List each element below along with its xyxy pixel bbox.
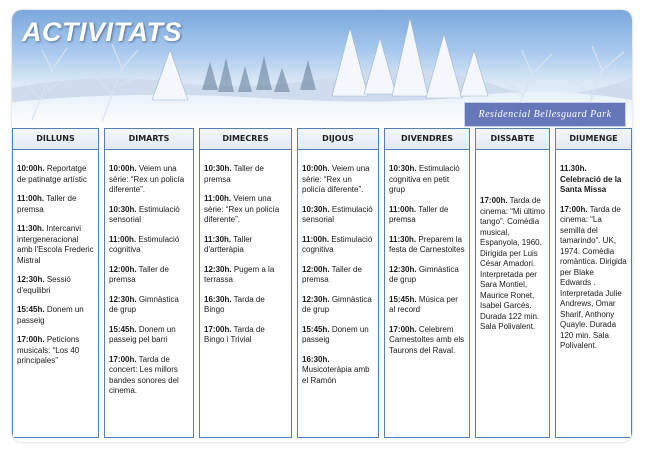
activity-text: Peticions musicals: “Los 40 principales” — [17, 335, 80, 365]
day-column-dimecres — [199, 128, 292, 438]
activity-time: 11:00h. — [302, 234, 330, 244]
activity-entry — [109, 355, 189, 397]
activity-entry — [17, 305, 94, 326]
activity-time: 16:30h. — [302, 354, 330, 364]
activity-time: 15:45h. — [302, 324, 330, 334]
activity-entry — [17, 275, 94, 296]
activity-time: 10:30h. — [109, 204, 137, 214]
winter-banner — [12, 10, 632, 128]
activity-text: Veiem una sèrie: “Rex un policía diferente”. — [109, 164, 185, 194]
activity-text: Gimnàstica de grup — [109, 294, 179, 314]
activity-entry — [480, 196, 545, 333]
activity-entry — [204, 265, 287, 286]
activity-text: Tarda de cinema: “La semilla del tamarindo”. UK, 1974. Comèdia romàntica. Dirigida per Blake Edwards . Interpretada Julie Andrews, Omar Sharif, Anthony Quayle. Durada 120 min. Sala Polivalent. — [560, 204, 627, 350]
activity-entry — [109, 295, 189, 316]
activity-text: Celebració de la Santa Missa — [560, 174, 622, 194]
day-header: DIMARTS — [105, 129, 193, 150]
activity-entry — [302, 205, 374, 226]
activity-time: 17:00h. — [480, 196, 508, 205]
day-header: DISSABTE — [476, 129, 549, 150]
activity-time: 10:30h. — [389, 164, 417, 173]
activity-text: Taller de premsa — [109, 264, 169, 284]
activity-text: Gimnàstica de grup — [302, 294, 372, 314]
activity-text: Veiem una sèrie: “Rex un policía diferente”. — [302, 164, 370, 194]
activity-time: 17:00h. — [389, 324, 417, 334]
day-column-diumenge — [555, 128, 632, 438]
activity-entry — [17, 194, 94, 215]
activity-text: Veiem una sèrie: “Rex un policía diferente”. — [204, 194, 280, 224]
activity-text: Tarda de cinema: “Mi último tango”. Comèdia musical, Espanyola, 1960. Dirigida per Luis César Amadori. Interpretada per Sara Montiel, Maurice Ronet, Isabel Garcés. Durada 122 min. Sala Polivalent. — [480, 196, 545, 331]
activity-text: Taller de premsa — [389, 204, 449, 224]
page-title: ACTIVITATS — [22, 17, 182, 47]
day-column-dilluns — [12, 128, 99, 438]
activity-time: 12:00h. — [302, 264, 330, 274]
activity-entry — [109, 205, 189, 226]
activity-text: Preparem la festa de Carnestoltes — [389, 234, 465, 254]
activity-text: Reportatge de patinatge artístic — [17, 164, 87, 184]
day-column-dimarts — [104, 128, 194, 438]
activity-time: 11:00h. — [389, 204, 417, 214]
activity-time: 17:00h. — [109, 354, 137, 364]
activity-text: Taller de premsa — [302, 264, 362, 284]
activity-entry — [204, 325, 287, 346]
activity-entry — [302, 164, 374, 196]
activity-text: Donem un passeig — [302, 324, 369, 344]
activity-entry — [389, 235, 465, 256]
activity-time: 10:00h. — [302, 164, 330, 173]
activity-text: Tarda de Bingo — [204, 294, 265, 314]
activity-text: Musicoteràpia amb el Ramón — [302, 365, 370, 385]
activity-text: Celebrem Carnestoltes amb els Taurons del Raval. — [389, 324, 465, 355]
activity-text: Estimulació cognitiva — [302, 234, 373, 254]
activity-entry — [302, 265, 374, 286]
activity-text: Donem un passeig — [17, 305, 84, 325]
day-column-divendres — [384, 128, 470, 438]
activity-text: Estimulació cognitiva en petit grup — [389, 164, 460, 194]
activity-entry — [109, 164, 189, 196]
activity-entry — [17, 164, 94, 185]
activity-time: 12:30h. — [389, 264, 417, 274]
activity-entry — [109, 325, 189, 346]
activity-time: 10:30h. — [204, 164, 232, 173]
activity-text: Sessió d'equilibri — [17, 275, 71, 295]
activity-text: Tarda de Bingo i Trivial — [204, 324, 265, 344]
activity-time: 11:30h. — [17, 224, 45, 233]
activity-time: 10:30h. — [302, 204, 330, 214]
activity-entry — [389, 265, 465, 286]
activity-text: Estimulació sensorial — [302, 204, 373, 224]
activity-entry — [302, 325, 374, 346]
activity-text: Intercanvi intergeneracional amb l'Escola Frederic Mistral — [17, 224, 94, 265]
activity-text: Donem un passeig pel barri — [109, 324, 176, 344]
activity-text: Estimulació sensorial — [109, 204, 180, 224]
activity-time: 17:00h. — [560, 204, 588, 214]
activity-time: 11:00h. — [109, 234, 137, 244]
activity-entry — [389, 325, 465, 357]
activity-time: 12:00h. — [109, 264, 137, 274]
day-column-dissabte — [475, 128, 550, 438]
day-header: DIVENDRES — [385, 129, 469, 150]
activity-time: 12:30h. — [109, 294, 137, 304]
activity-time: 11:00h. — [17, 194, 45, 203]
activity-time: 11:30h. — [389, 234, 417, 244]
activity-time: 11:00h. — [204, 194, 232, 203]
activity-time: 12:30h. — [17, 275, 45, 284]
day-header: DIJOUS — [298, 129, 378, 150]
activity-entry — [302, 235, 374, 256]
activity-entry — [204, 235, 287, 256]
activity-text: Estimulació cognitiva — [109, 234, 180, 254]
activity-time: 11:30h. — [204, 234, 232, 244]
activity-time: 10:00h. — [17, 164, 45, 173]
activity-time: 17:00h. — [17, 335, 45, 344]
activity-text: Música per al record — [389, 294, 458, 314]
activity-text: Pugem a la terrassa — [204, 264, 275, 284]
activity-time: 12:30h. — [204, 264, 232, 274]
day-header: DIUMENGE — [556, 129, 631, 150]
weekly-schedule-table — [12, 128, 632, 442]
activity-time: 15:45h. — [389, 294, 417, 304]
activity-entry — [389, 295, 465, 316]
residence-logo: Residencial Bellesguard Park — [464, 102, 626, 127]
activity-text: Taller de premsa — [204, 164, 264, 184]
day-header: DIMECRES — [200, 129, 291, 150]
activity-entry — [109, 235, 189, 256]
activity-time: 15:45h. — [109, 324, 137, 334]
activity-text: Tarda de concert: Les millors bandes sonores del cinema. — [109, 354, 179, 395]
activity-entry — [389, 164, 465, 196]
activity-time: 10:00h. — [109, 164, 137, 173]
activities-poster — [12, 10, 632, 442]
activity-entry — [204, 164, 287, 185]
activity-entry — [109, 265, 189, 286]
activity-time: 15:45h. — [17, 305, 45, 314]
activity-entry — [560, 205, 627, 352]
activity-time: 11.30h. — [560, 164, 587, 173]
activity-entry — [389, 205, 465, 226]
activity-time: 16:30h. — [204, 294, 232, 304]
activity-entry — [302, 355, 374, 387]
activity-text: Taller d'artteràpia — [204, 234, 253, 254]
activity-text: Taller de premsa — [17, 194, 77, 214]
day-column-dijous — [297, 128, 379, 438]
activity-entry — [17, 224, 94, 266]
activity-time: 17:00h. — [204, 324, 232, 334]
day-header: DILLUNS — [13, 129, 98, 150]
activity-entry — [302, 295, 374, 316]
activity-entry — [204, 194, 287, 226]
activity-entry — [204, 295, 287, 316]
activity-entry — [17, 335, 94, 367]
activity-text: Gimnàstica de grup — [389, 264, 459, 284]
activity-entry — [560, 164, 627, 196]
activity-time: 12:30h. — [302, 294, 330, 304]
